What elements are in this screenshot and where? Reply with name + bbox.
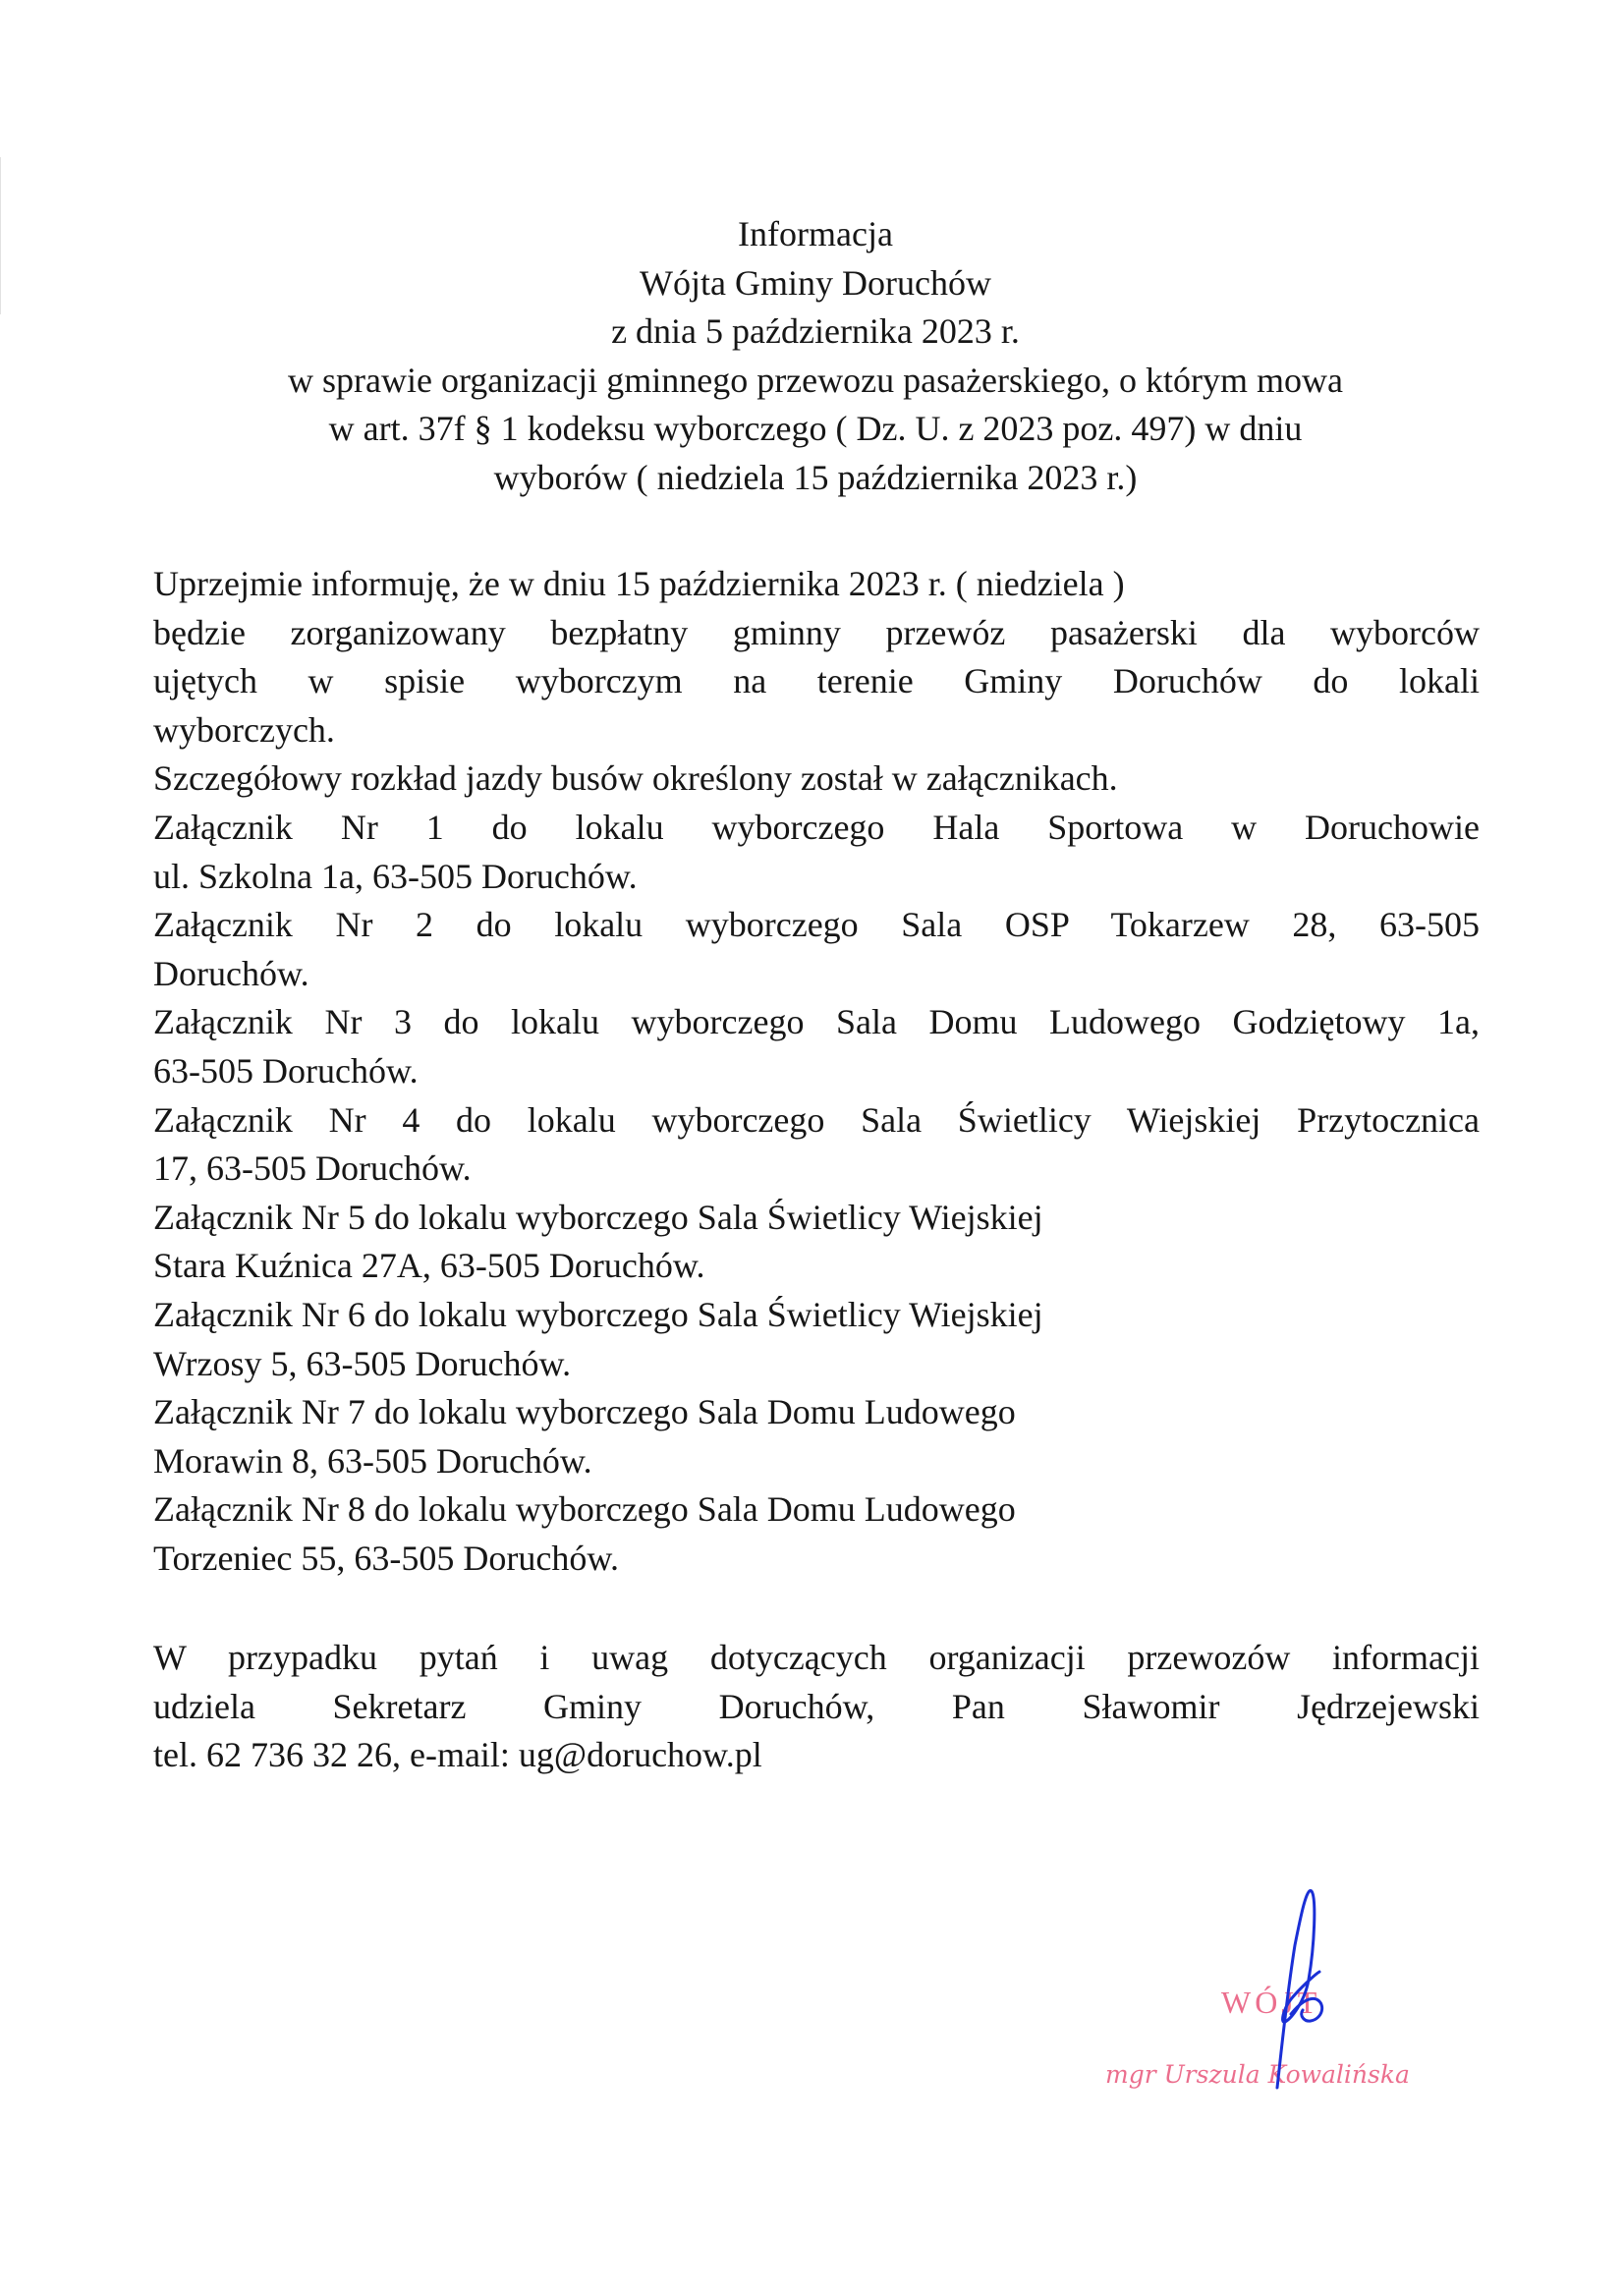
contact-paragraph [153, 1634, 1480, 1780]
attachment-3-line1: Załącznik Nr 3 do lokalu wyborczego Sala Domu Ludowego Godziętowy 1a, [153, 1002, 1480, 1042]
intro-line: będzie zorganizowany bezpłatny gminny przewóz pasażerski dla wyborców [153, 612, 1480, 652]
attachment-5-line2: Stara Kuźnica 27A, 63-505 Doruchów. [153, 1246, 705, 1286]
scan-edge-artifact [0, 157, 5, 314]
attachment-7-line2: Morawin 8, 63-505 Doruchów. [153, 1440, 592, 1481]
intro-line: Szczegółowy rozkład jazdy busów określony został w załącznikach. [153, 758, 1118, 799]
attachment-6-line1: Załącznik Nr 6 do lokalu wyborczego Sala Świetlicy Wiejskiej [153, 1294, 1043, 1334]
title-line: wyborów ( niedziela 15 października 2023 r.) [493, 457, 1138, 497]
title-line: Wójta Gminy Doruchów [640, 262, 991, 303]
intro-line: ujętych w spisie wyborczym na terenie Gminy Doruchów do lokali [153, 661, 1480, 701]
handwritten-signature-icon [1081, 1847, 1474, 2102]
contact-line-email: tel. 62 736 32 26, e-mail: ug@doruchow.pl [153, 1735, 762, 1775]
title-line: w sprawie organizacji gminnego przewozu pasażerskiego, o którym mowa [288, 360, 1343, 400]
contact-line: W przypadku pytań i uwag dotyczących organizacji przewozów informacji [153, 1638, 1480, 1677]
attachment-8-line2: Torzeniec 55, 63-505 Doruchów. [153, 1538, 619, 1578]
attachment-4-line2: 17, 63-505 Doruchów. [153, 1148, 472, 1189]
attachment-8-line1: Załącznik Nr 8 do lokalu wyborczego Sala Domu Ludowego [153, 1489, 1016, 1530]
contact-line: udziela Sekretarz Gminy Doruchów, Pan Sławomir Jędrzejewski [153, 1686, 1480, 1726]
attachment-5-line1: Załącznik Nr 5 do lokalu wyborczego Sala Świetlicy Wiejskiej [153, 1197, 1043, 1237]
intro-line: Uprzejmie informuję, że w dniu 15 października 2023 r. ( niedziela ) [153, 564, 1125, 603]
attachment-1-line1: Załącznik Nr 1 do lokalu wyborczego Hala Sportowa w Doruchowie [153, 807, 1480, 847]
intro-line: wyborczych. [153, 709, 335, 750]
attachment-7-line1: Załącznik Nr 7 do lokalu wyborczego Sala Domu Ludowego [153, 1392, 1016, 1432]
stamp-title: WÓJT [1221, 1985, 1321, 2020]
title-line: z dnia 5 października 2023 r. [611, 311, 1020, 351]
attachment-3-line2: 63-505 Doruchów. [153, 1050, 419, 1091]
title-line: w art. 37f § 1 kodeksu wyborczego ( Dz. U. z 2023 poz. 497) w dniu [328, 409, 1303, 448]
attachment-4-line1: Załącznik Nr 4 do lokalu wyborczego Sala Świetlicy Wiejskiej Przytocznica [153, 1099, 1480, 1140]
attachment-2-line2: Doruchów. [153, 953, 309, 993]
attachment-1-line2: ul. Szkolna 1a, 63-505 Doruchów. [153, 856, 638, 896]
attachment-6-line2: Wrzosy 5, 63-505 Doruchów. [153, 1343, 572, 1383]
document-title [147, 210, 1484, 502]
signature-block [1081, 1847, 1474, 2102]
document-body [153, 560, 1480, 1583]
stamp-name: mgr Urszula Kowalińska [1105, 2060, 1410, 2089]
attachment-2-line1: Załącznik Nr 2 do lokalu wyborczego Sala OSP Tokarzew 28, 63-505 [153, 905, 1480, 945]
title-line: Informacja [738, 214, 893, 253]
